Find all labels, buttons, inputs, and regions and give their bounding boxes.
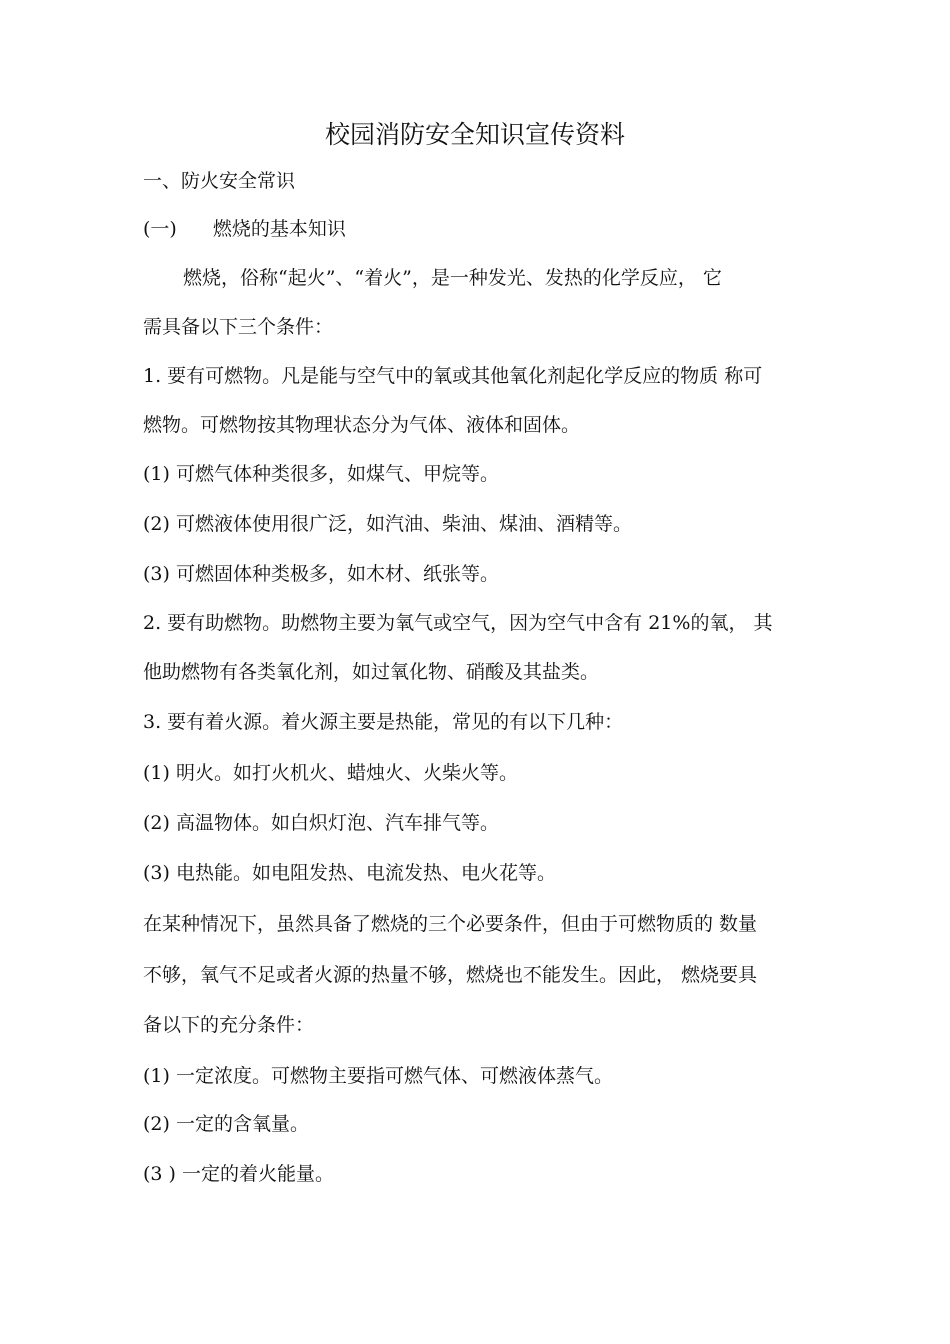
paragraph-line: 不够，氧气不足或者火源的热量不够，燃烧也不能发生。因此， 燃烧要具 — [143, 964, 758, 986]
list-item: (3) 电热能。如电阻发热、电流发热、电火花等。 — [143, 862, 556, 884]
paragraph-line: 他助燃物有各类氧化剂，如过氧化物、硝酸及其盐类。 — [143, 661, 600, 683]
subsection-heading — [143, 216, 823, 242]
paragraph-line: 燃物。可燃物按其物理状态分为气体、液体和固体。 — [143, 414, 581, 436]
list-item: (3) 可燃固体种类极多，如木材、纸张等。 — [143, 563, 499, 585]
list-item: (1) 一定浓度。可燃物主要指可燃气体、可燃液体蒸气。 — [143, 1065, 613, 1087]
paragraph-line: 2. 要有助燃物。助燃物主要为氧气或空气，因为空气中含有 21%的氧， 其 — [143, 612, 773, 634]
paragraph-line: 1. 要有可燃物。凡是能与空气中的氧或其他氧化剂起化学反应的物质 称可 — [143, 365, 763, 387]
subsection-number: (一) — [143, 218, 177, 240]
paragraph-line: 在某种情况下，虽然具备了燃烧的三个必要条件，但由于可燃物质的 数量 — [143, 913, 758, 935]
list-item: (1) 明火。如打火机火、蜡烛火、火柴火等。 — [143, 762, 518, 784]
subsection-title: 燃烧的基本知识 — [212, 218, 346, 240]
list-item: (2) 高温物体。如白炽灯泡、汽车排气等。 — [143, 812, 499, 834]
list-item: (3 ) 一定的着火能量。 — [143, 1163, 334, 1185]
list-item: (2) 一定的含氧量。 — [143, 1113, 309, 1135]
paragraph-line: 燃烧，俗称“起火”、“着火”，是一种发光、发热的化学反应， 它 — [183, 267, 722, 289]
paragraph-line: 需具备以下三个条件： — [143, 316, 334, 338]
paragraph-line: 3. 要有着火源。着火源主要是热能，常见的有以下几种： — [143, 711, 624, 733]
document-title: 校园消防安全知识宣传资料 — [324, 120, 625, 149]
paragraph-line: 备以下的充分条件： — [143, 1014, 315, 1036]
list-item: (2) 可燃液体使用很广泛，如汽油、柴油、煤油、酒精等。 — [143, 513, 632, 535]
list-item: (1) 可燃气体种类很多，如煤气、甲烷等。 — [143, 463, 499, 485]
section-heading: 一、防火安全常识 — [143, 170, 296, 192]
